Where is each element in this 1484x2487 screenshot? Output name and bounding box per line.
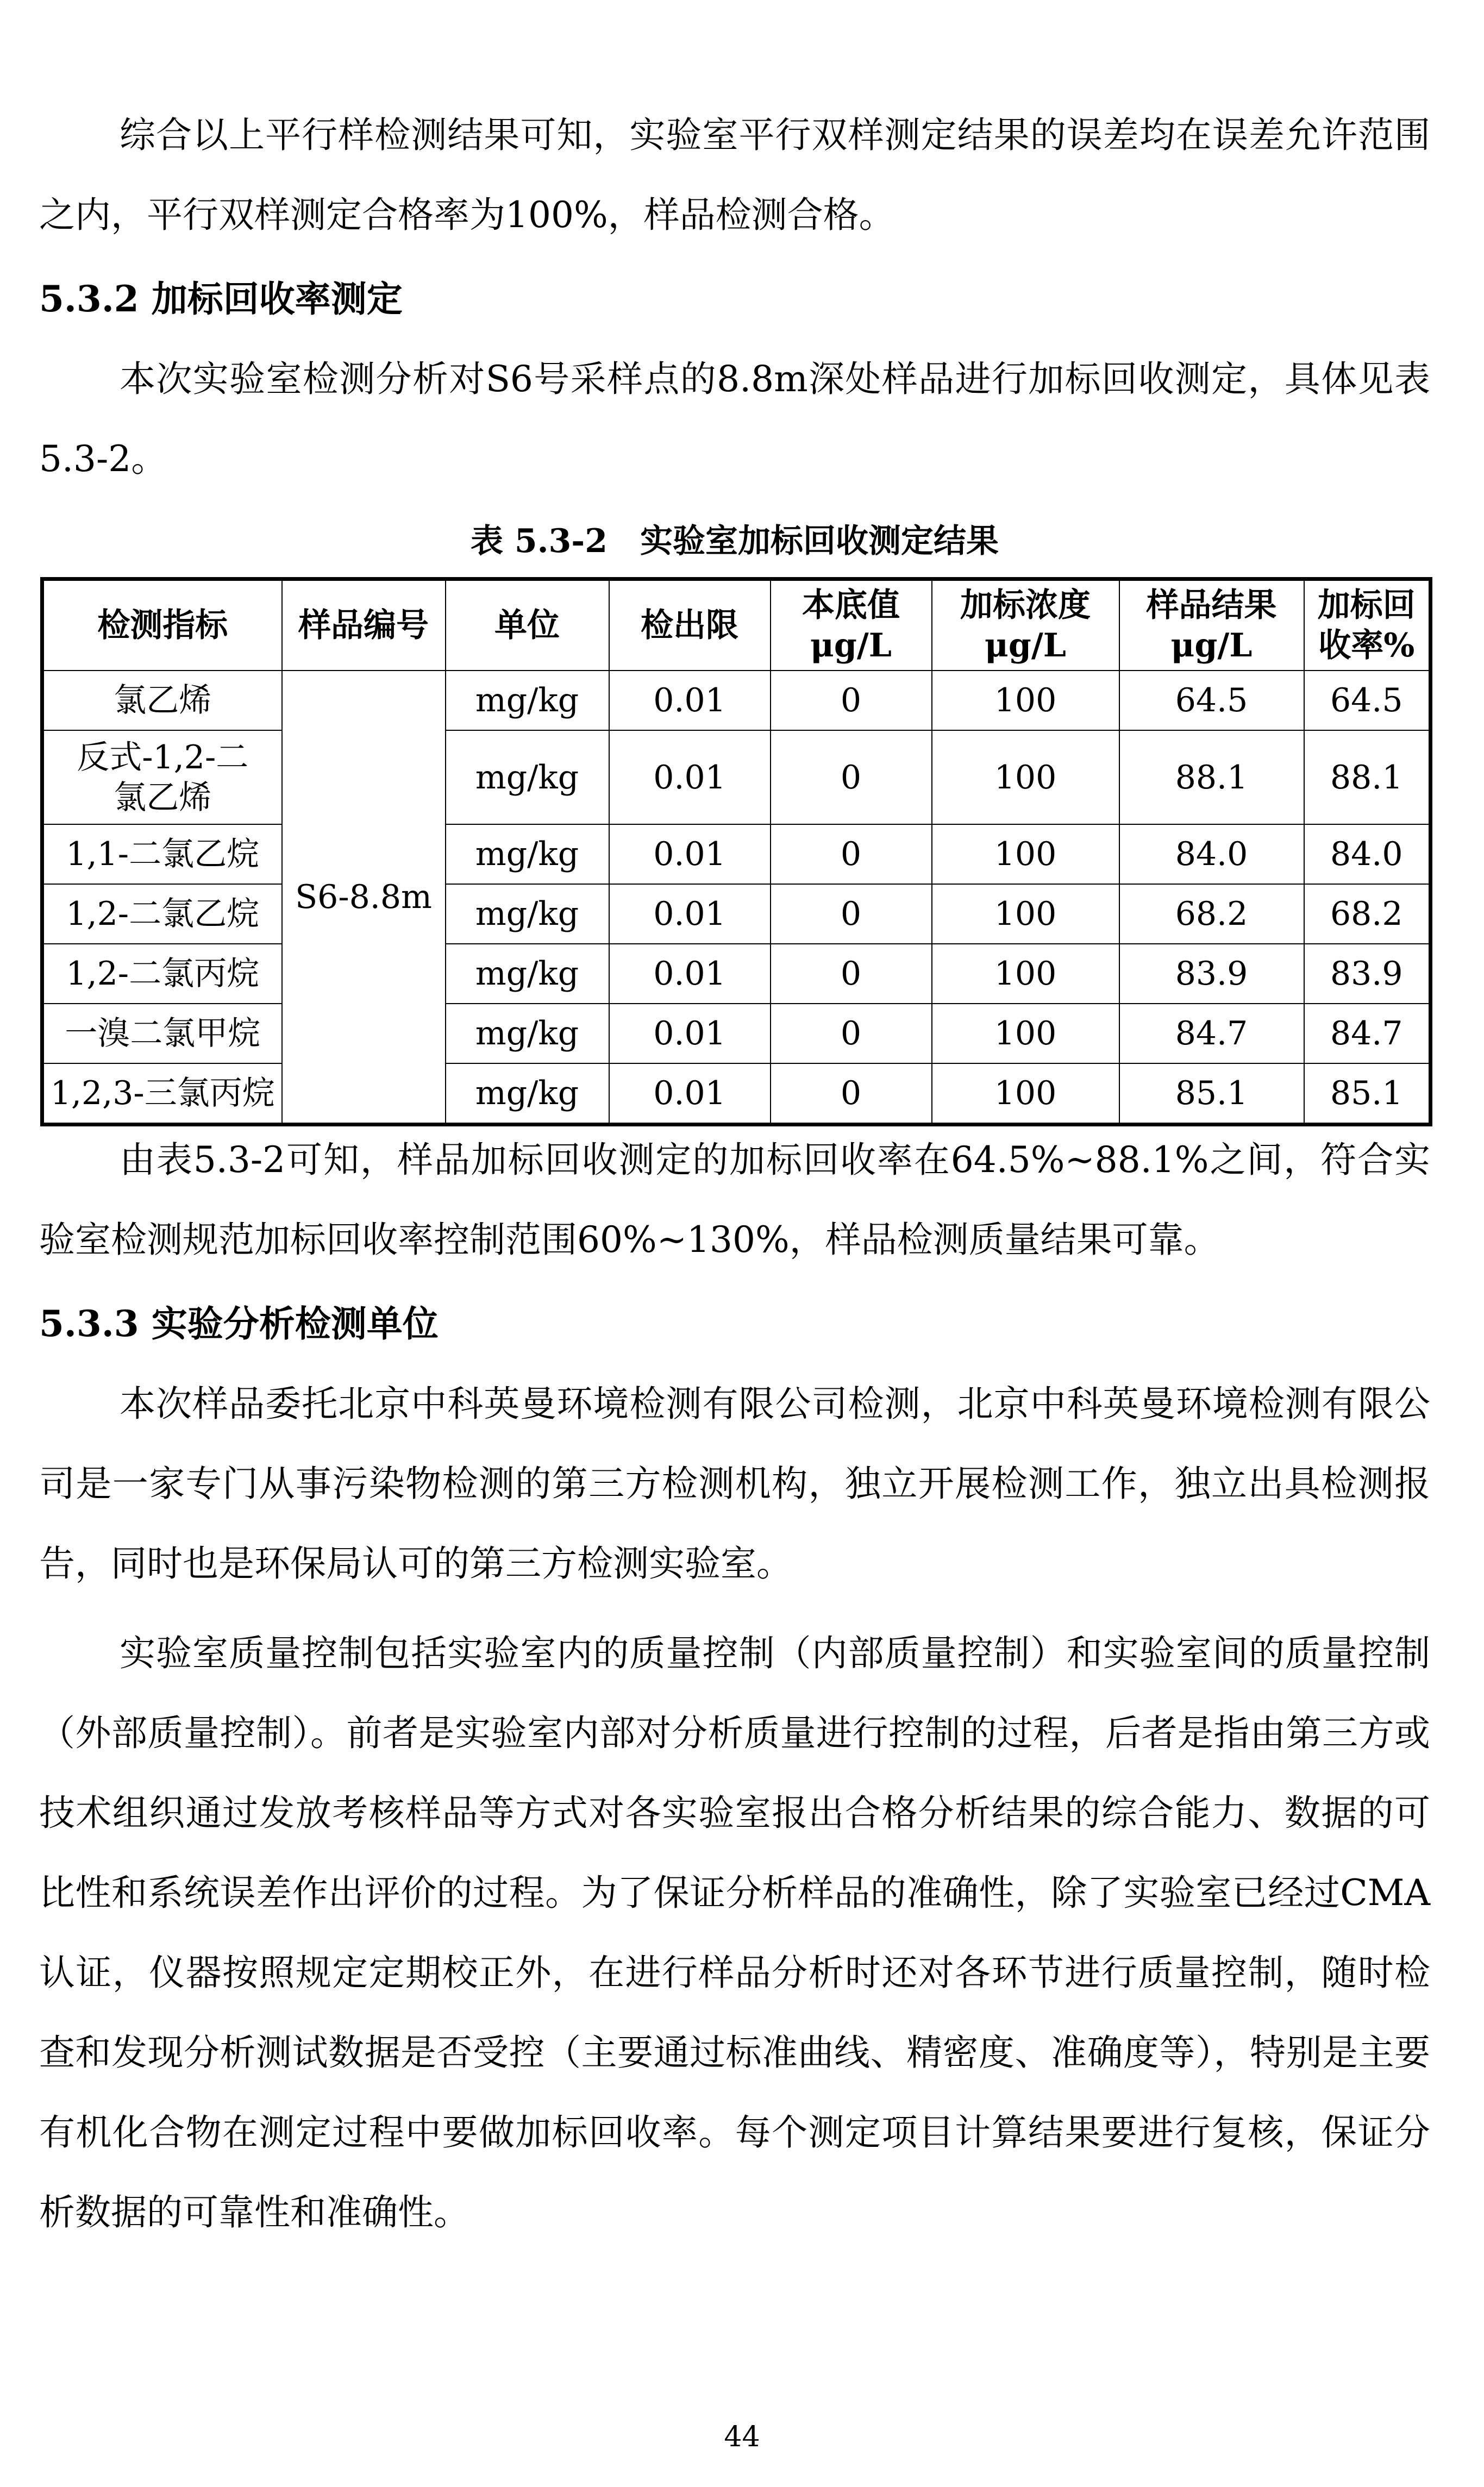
cell-indicator: 氯乙烯 (42, 671, 282, 730)
cell-result: 84.7 (1119, 1004, 1304, 1063)
header-indicator: 检测指标 (42, 579, 282, 671)
cell-background: 0 (771, 671, 932, 730)
cell-indicator: 1,2-二氯乙烷 (42, 884, 282, 944)
section-532-paragraph: 本次实验室检测分析对S6号采样点的8.8m深处样品进行加标回收测定，具体见表5.3-2。 (39, 358, 1430, 480)
cell-background: 0 (771, 944, 932, 1004)
cell-unit: mg/kg (446, 1004, 609, 1063)
cell-recovery: 64.5 (1304, 671, 1431, 730)
cell-limit: 0.01 (609, 1004, 771, 1063)
header-result: 样品结果μg/L (1119, 579, 1304, 671)
cell-indicator: 1,2-二氯丙烷 (42, 944, 282, 1004)
section-532-heading: 5.3.2 加标回收率测定 (39, 278, 403, 320)
header-background: 本底值μg/L (771, 579, 932, 671)
table-row (42, 1063, 1431, 1125)
section-533-paragraph-1: 本次样品委托北京中科英曼环境检测有限公司检测，北京中科英曼环境检测有限公司是一家专门从事污染物检测的第三方检测机构，独立开展检测工作，独立出具检测报告，同时也是环保局认可的第三方检测实验室。 (39, 1383, 1430, 1584)
cell-limit: 0.01 (609, 671, 771, 730)
cell-indicator: 1,2,3-三氯丙烷 (42, 1063, 282, 1125)
cell-background: 0 (771, 1063, 932, 1125)
cell-result: 85.1 (1119, 1063, 1304, 1125)
header-recovery: 加标回收率% (1304, 579, 1431, 671)
cell-limit: 0.01 (609, 824, 771, 884)
spike-recovery-table (40, 577, 1432, 1126)
cell-unit: mg/kg (446, 824, 609, 884)
after-table-paragraph: 由表5.3-2可知，样品加标回收测定的加标回收率在64.5%~88.1%之间，符合实验室检测规范加标回收率控制范围60%~130%，样品检测质量结果可靠。 (39, 1139, 1430, 1261)
section-533-heading: 5.3.3 实验分析检测单位 (39, 1302, 439, 1345)
cell-unit: mg/kg (446, 671, 609, 730)
cell-background: 0 (771, 730, 932, 824)
cell-limit: 0.01 (609, 944, 771, 1004)
table-caption: 表 5.3-2 实验室加标回收测定结果 (471, 522, 999, 560)
cell-limit: 0.01 (609, 730, 771, 824)
cell-spike: 100 (932, 944, 1119, 1004)
cell-recovery: 85.1 (1304, 1063, 1431, 1125)
table-row (42, 730, 1431, 824)
page-number: 44 (724, 2421, 760, 2453)
cell-recovery: 68.2 (1304, 884, 1431, 944)
cell-indicator: 反式-1,2-二氯乙烯 (42, 730, 282, 824)
header-sample-no: 样品编号 (282, 579, 446, 671)
cell-spike: 100 (932, 671, 1119, 730)
cell-result: 83.9 (1119, 944, 1304, 1004)
section-533-paragraph-2: 实验室质量控制包括实验室内的质量控制（内部质量控制）和实验室间的质量控制（外部质量控制）。前者是实验室内部对分析质量进行控制的过程，后者是指由第三方或技术组织通过发放考核样品等方式对各实验室报出合格分析结果的综合能力、数据的可比性和系统误差作出评价的过程。为了保证分析样品的准确性，除了实验室已经过CMA认证，仪器按照规定定期校正外，在进行样品分析时还对各环节进行质量控制，随时检查和发现分析测试数据是否受控（主要通过标准曲线、精密度、准确度等），特别是主要有机化合物在测定过程中要做加标回收率。每个测定项目计算结果要进行复核，保证分析数据的可靠性和准确性。 (39, 1632, 1430, 2233)
cell-unit: mg/kg (446, 944, 609, 1004)
table-row (42, 884, 1431, 944)
cell-recovery: 84.7 (1304, 1004, 1431, 1063)
table-row (42, 1004, 1431, 1063)
cell-spike: 100 (932, 824, 1119, 884)
cell-background: 0 (771, 1004, 932, 1063)
cell-unit: mg/kg (446, 730, 609, 824)
cell-result: 68.2 (1119, 884, 1304, 944)
cell-spike: 100 (932, 1063, 1119, 1125)
cell-spike: 100 (932, 884, 1119, 944)
cell-result: 88.1 (1119, 730, 1304, 824)
header-unit: 单位 (446, 579, 609, 671)
cell-result: 64.5 (1119, 671, 1304, 730)
cell-result: 84.0 (1119, 824, 1304, 884)
intro-paragraph: 综合以上平行样检测结果可知，实验室平行双样测定结果的误差均在误差允许范围之内，平行双样测定合格率为100%，样品检测合格。 (39, 114, 1430, 236)
cell-limit: 0.01 (609, 1063, 771, 1125)
cell-spike: 100 (932, 1004, 1119, 1063)
document-page (39, 95, 1430, 2252)
cell-indicator: 1,1-二氯乙烷 (42, 824, 282, 884)
header-spike-conc: 加标浓度μg/L (932, 579, 1119, 671)
cell-limit: 0.01 (609, 884, 771, 944)
cell-background: 0 (771, 824, 932, 884)
header-detection-limit: 检出限 (609, 579, 771, 671)
table-row (42, 824, 1431, 884)
cell-indicator: 一溴二氯甲烷 (42, 1004, 282, 1063)
table-row (42, 944, 1431, 1004)
table-header-row (42, 579, 1431, 671)
cell-spike: 100 (932, 730, 1119, 824)
cell-recovery: 84.0 (1304, 824, 1431, 884)
table-row (42, 671, 1431, 730)
cell-background: 0 (771, 884, 932, 944)
cell-unit: mg/kg (446, 884, 609, 944)
cell-recovery: 83.9 (1304, 944, 1431, 1004)
cell-sample-id: S6-8.8m (282, 671, 446, 1125)
cell-recovery: 88.1 (1304, 730, 1431, 824)
cell-unit: mg/kg (446, 1063, 609, 1125)
